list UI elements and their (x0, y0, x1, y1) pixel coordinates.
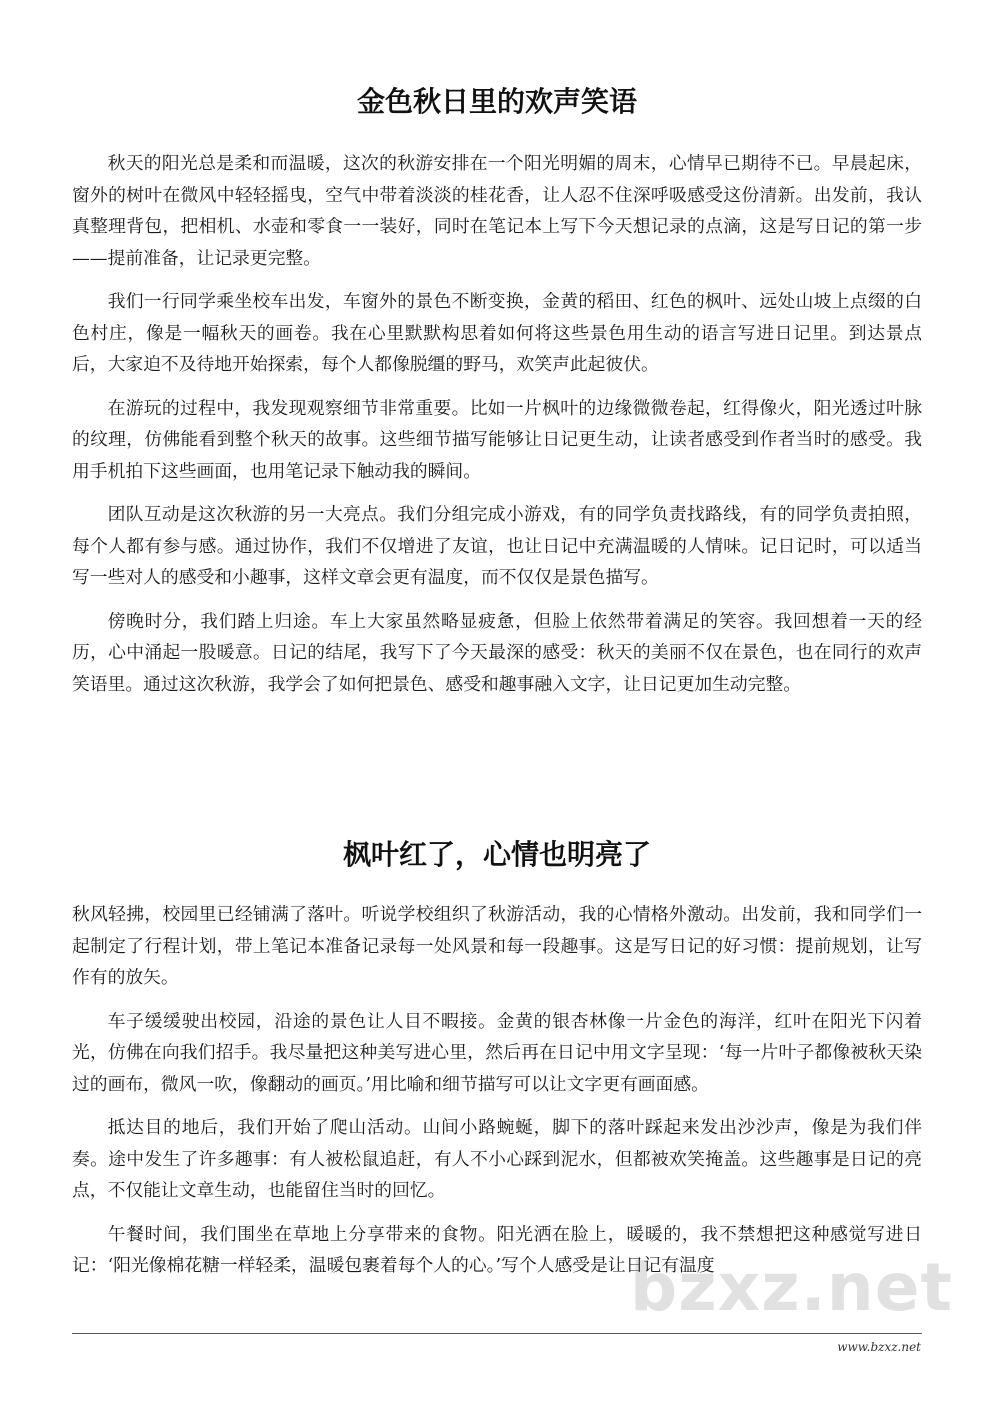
paragraph: 车子缓缓驶出校园，沿途的景色让人目不暇接。金黄的银杏林像一片金色的海洋，红叶在阳光下闪着光，仿佛在向我们招手。我尽量把这种美写进心里，然后再在日记中用文字呈现：‘每一片叶子都像被秋天染过的画布，微风一吹，像翻动的画页。’用比喻和细节描写可以让文字更有画面感。 (72, 1010, 922, 1095)
paragraph: 我们一行同学乘坐校车出发，车窗外的景色不断变换，金黄的稻田、红色的枫叶、远处山坡上点缀的白色村庄，像是一幅秋天的画卷。我在心里默默构思着如何将这些景色用生动的语言写进日记里。到达景点后，大家迫不及待地开始探索，每个人都像脱缰的野马，欢笑声此起彼伏。 (72, 291, 922, 375)
paragraph: 午餐时间，我们围坐在草地上分享带来的食物。阳光洒在脸上，暖暖的，我不禁想把这种感觉写进日记：‘阳光像棉花糖一样轻柔，温暖包裹着每个人的心。’写个人感受是让日记有温度 (72, 1223, 922, 1276)
article-title: 枫叶红了，心情也明亮了 (342, 838, 651, 871)
article-body (72, 148, 922, 700)
paragraph: 在游玩的过程中，我发现观察细节非常重要。比如一片枫叶的边缘微微卷起，红得像火，阳光透过叶脉的纹理，仿佛能看到整个秋天的故事。这些细节描写能够让日记更生动，让读者感受到作者当时的感受。我用手机拍下这些画面，也用笔记录下触动我的瞬间。 (72, 397, 922, 482)
article-body (72, 899, 922, 1282)
paragraph: 秋天的阳光总是柔和而温暖，这次的秋游安排在一个阳光明媚的周末，心情早已期待不已。早晨起床，窗外的树叶在微风中轻轻摇曳，空气中带着淡淡的桂花香，让人忍不住深呼吸感受这份清新。出发前，我认真整理背包，把相机、水壶和零食一一装好，同时在笔记本上写下今天想记录的点滴，这是写日记的第一步——提前准备，让记录更完整。 (72, 153, 922, 269)
paragraph: 抵达目的地后，我们开始了爬山活动。山间小路蜿蜒，脚下的落叶踩起来发出沙沙声，像是为我们伴奏。途中发生了许多趣事：有人被松鼠追赶，有人不小心踩到泥水，但都被欢笑掩盖。这些趣事是日记的亮点，不仅能让文章生动，也能留住当时的回忆。 (72, 1117, 922, 1201)
paragraph: 秋风轻拂，校园里已经铺满了落叶。听说学校组织了秋游活动，我的心情格外激动。出发前，我和同学们一起制定了行程计划，带上笔记本准备记录每一处风景和每一段趣事。这是写日记的好习惯：提前规划，让写作有的放矢。 (72, 904, 922, 988)
article-maple-leaves (72, 833, 922, 1294)
article-golden-autumn (72, 80, 922, 712)
paragraph: 傍晚时分，我们踏上归途。车上大家虽然略显疲惫，但脸上依然带着满足的笑容。我回想着一天的经历，心中涌起一股暖意。日记的结尾，我写下了今天最深的感受：秋天的美丽不仅在景色，也在同行的欢声笑语里。通过这次秋游，我学会了如何把景色、感受和趣事融入文字，让日记更加生动完整。 (72, 610, 922, 695)
footer-url: www.bzxz.net (837, 1340, 921, 1354)
paragraph: 团队互动是这次秋游的另一大亮点。我们分组完成小游戏，有的同学负责找路线，有的同学负责拍照，每个人都有参与感。通过协作，我们不仅增进了友谊，也让日记中充满温暖的人情味。记日记时，可以适当写一些对人的感受和小趣事，这样文章会更有温度，而不仅仅是景色描写。 (72, 504, 922, 588)
footer-divider (72, 1333, 922, 1334)
site-watermark: bzxz.net (630, 1249, 954, 1326)
article-title: 金色秋日里的欢声笑语 (356, 85, 637, 118)
